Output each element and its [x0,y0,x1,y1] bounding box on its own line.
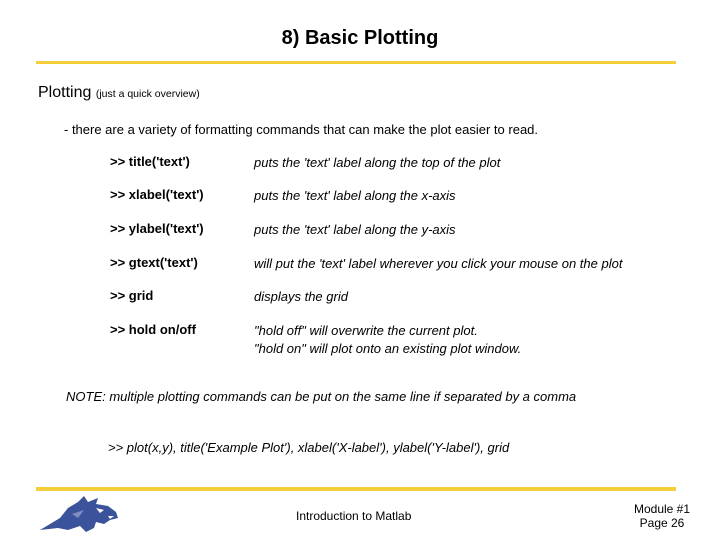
note-text: NOTE: multiple plotting commands can be put on the same line if separated by a comma [66,389,577,404]
footer-page-info [620,502,704,530]
command-gtext: >> gtext('text') [110,255,198,270]
command-hold: >> hold on/off [110,322,196,337]
section-heading [38,84,200,102]
command-xlabel: >> xlabel('text') [110,187,204,202]
command-title-desc: puts the 'text' label along the top of the plot [254,155,501,170]
footer-course-title: Introduction to Matlab [296,509,412,523]
command-gtext-desc: will put the 'text' label wherever you click your mouse on the plot [254,256,623,271]
module-number: Module #1 [633,502,691,516]
hold-on-desc: "hold on" will plot onto an existing plot window. [254,341,522,356]
command-grid: >> grid [110,288,154,303]
heading-subtitle: (just a quick overview) [95,88,200,100]
command-hold-desc [254,322,521,358]
command-ylabel: >> ylabel('text') [110,221,204,236]
command-ylabel-desc: puts the 'text' label along the y-axis [254,222,456,237]
wildcat-logo-icon [38,494,120,534]
page-number: Page 26 [639,516,685,530]
heading-text: Plotting [38,84,92,101]
hold-off-desc: "hold off" will overwrite the current plot. [254,323,478,338]
command-grid-desc: displays the grid [254,289,348,304]
top-divider [36,61,676,64]
bottom-divider [36,487,676,491]
intro-text: - there are a variety of formatting commands that can make the plot easier to read. [64,122,539,137]
slide-title: 8) Basic Plotting [281,27,439,49]
command-xlabel-desc: puts the 'text' label along the x-axis [254,188,456,203]
example-code: >> plot(x,y), title('Example Plot'), xlabel('X-label'), ylabel('Y-label'), grid [108,440,510,455]
command-title: >> title('text') [110,154,190,169]
